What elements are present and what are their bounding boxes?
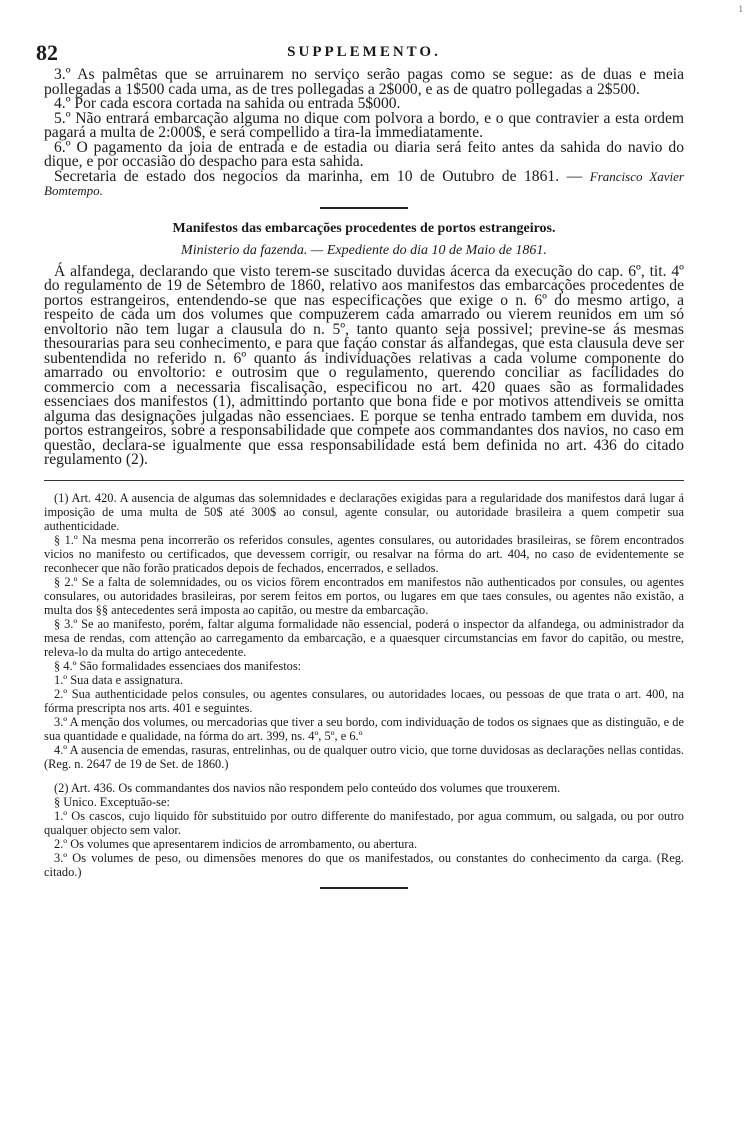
footnote-paragraph: § 2.º Se a falta de solemnidades, ou os vicios fôrem encontrados em manifestos não authenticados por consules, ou agentes consulares, ou autoridades brasileiras, por serem feitos em portos, ou lugares em que taes consules, ou agentes não existão, a multa dos §§ antecedentes será imposta ao capitão, ou mestre da embarcação. [44, 574, 684, 617]
section-divider [320, 207, 408, 209]
section-subheading: Ministerio da fazenda. — Expediente do dia 10 de Maio de 1861. [181, 242, 547, 258]
footnote-paragraph: 1.º Os cascos, cujo liquido fôr substituido por outro differente do manifestado, por agua commum, ou salgada, ou por outro qualquer objecto sem valor. [44, 808, 684, 837]
closing-text: Secretaria de estado dos negocios da marinha, em 10 de Outubro de 1861. — [54, 167, 583, 185]
footnote-paragraph: 2.º Os volumes que apresentarem indicios de arrombamento, ou abertura. [54, 836, 418, 851]
item-5: 5.º Não entrará embarcação alguma no dique com polvora a bordo, e o que contravier a esta ordem pagará a multa de 2:000$, e será compellido a tira-la immediatamente. [44, 109, 684, 141]
main-text [44, 68, 684, 199]
page-header [36, 40, 684, 68]
footnote-paragraph: § 4.º São formalidades essenciaes dos manifestos: [54, 658, 302, 673]
footnote-2 [44, 781, 684, 879]
item-3: 3.º As palmêtas que se arruinarem no serviço serão pagas como se segue: as de duas e meia pollegadas a 1$500 cada uma, as de tres pollegadas a 2$000, e as de quatro pollegadas a 2$500. [44, 66, 684, 98]
item-4: 4.º Por cada escora cortada na sahida ou entrada 5$000. [54, 95, 401, 112]
footnote-paragraph: § Unico. Exceptuão-se: [54, 794, 170, 809]
section-title: Manifestos das embarcações procedentes de portos estrangeiros. [172, 220, 556, 236]
footnote-gap [44, 771, 684, 781]
footnote-paragraph: (1) Art. 420. A ausencia de algumas das solemnidades e declarações exigidas para a regularidade dos manifestos dará lugar á imposição de uma multa de 50$ até 300$ ao consul, agente consular, ou autoridade brasileira a quem competir sua authenticidade. [44, 490, 684, 533]
footnote-paragraph: 1.º Sua data e assignatura. [54, 672, 184, 687]
page [36, 40, 684, 889]
footnote-separator [44, 480, 684, 481]
section-body [44, 262, 684, 468]
footnote-paragraph: (2) Art. 436. Os commandantes dos navios não respondem pelo conteúdo dos volumes que trouxerem. [54, 780, 561, 795]
footnotes [44, 491, 684, 879]
page-edge-mark: 1 [738, 4, 743, 14]
footnote-paragraph: 3.º A menção dos volumes, ou mercadorias que tiver a seu bordo, com individuação de todos os signaes que as distinguão, e de sua quantidade e qualidade, na fórma do art. 399, ns. 4º, 5º, e 6.º [44, 714, 684, 743]
footnote-1 [44, 491, 684, 771]
footnote-paragraph: § 1.º Na mesma pena incorrerão os referidos consules, agentes consulares, ou autoridades brasileiras, se fôrem encontrados vicios no manifesto ou certificados, que devessem corrigir, ou resalvar na fórma do art. 404, no caso de evidentemente se reconhecer que não forão praticados depois de fechados, encerrados, e sellados. [44, 532, 684, 575]
page-number: 82 [36, 40, 58, 65]
footnote-paragraph: § 3.º Se ao manifesto, porém, faltar alguma formalidade não essencial, poderá o inspector da alfandega, ou administrador da mesa de rendas, com attenção ao carregamento da embarcação, e a quaesquer circumstancias em favor do capitão, ou mestre, releva-lo da multa do artigo antecedente. [44, 616, 684, 659]
item-6: 6.º O pagamento da joia de entrada e de estadia ou diaria será feito antes da sahida do navio do dique, e por occasião do despacho para esta sahida. [44, 138, 684, 170]
footnote-paragraph: 3.º Os volumes de peso, ou dimensões menores do que os manifestados, ou constantes do conhecimento da carga. (Reg. citado.) [44, 850, 684, 879]
closing-line [44, 167, 684, 199]
footnote-paragraph: 2.º Sua authenticidade pelos consules, ou agentes consulares, ou autoridades locaes, ou pessoas de que trata o art. 400, na fórma prescripta nos arts. 401 e seguintes. [44, 686, 684, 715]
section-paragraph: Á alfandega, declarando que visto terem-se suscitado duvidas ácerca da execução do cap. 6º, tit. 4º do regulamento de 19 de Setembro de 1860, relativo aos manifestos das embarcações procedentes de portos estrangeiros, entendendo-se que nas especificações que exige o n. 6º do mesmo artigo, a respeito de cada um dos volumes que compuzerem cada amarrado ou vierem reunidos em um só envoltorio não tem lugar a clausula do n. 5º, tanto quanto seja possivel; previne-se ás mesmas thesourarias para seu conhecimento, e para que façáo constar ás alfandegas, que esta clausula deve ser subentendida no referido n. 6º quanto ás individuações relativas a cada volume componente do amarrado ou envoltorio: e outrosim que o regulamento, querendo conciliar as facilidades do commercio com a necessaria fiscalisação, especificou no art. 420 quaes são as formalidades essenciaes dos manifestos (1), admittindo portanto que bona fide e por motivos attendiveis se omitta alguma das designações julgadas não essenciaes. E porque se tenha entrado tambem em duvida, nos portos estrangeiros, sobre a responsabilidade que compete aos commandantes dos navios, no caso em questão, declara-se igualmente que essa responsabilidade está bem definida no art. 436 do citado regulamento (2). [44, 262, 684, 468]
running-title: SUPPLEMENTO. [287, 44, 441, 60]
end-rule [320, 887, 408, 889]
footnote-paragraph: 4.º A ausencia de emendas, rasuras, entrelinhas, ou de qualquer outro vicio, que torne duvidosas as declarações nellas contidas. (Reg. n. 2647 de 19 de Set. de 1860.) [44, 742, 684, 771]
signature: Francisco Xavier Bomtempo. [44, 168, 684, 198]
